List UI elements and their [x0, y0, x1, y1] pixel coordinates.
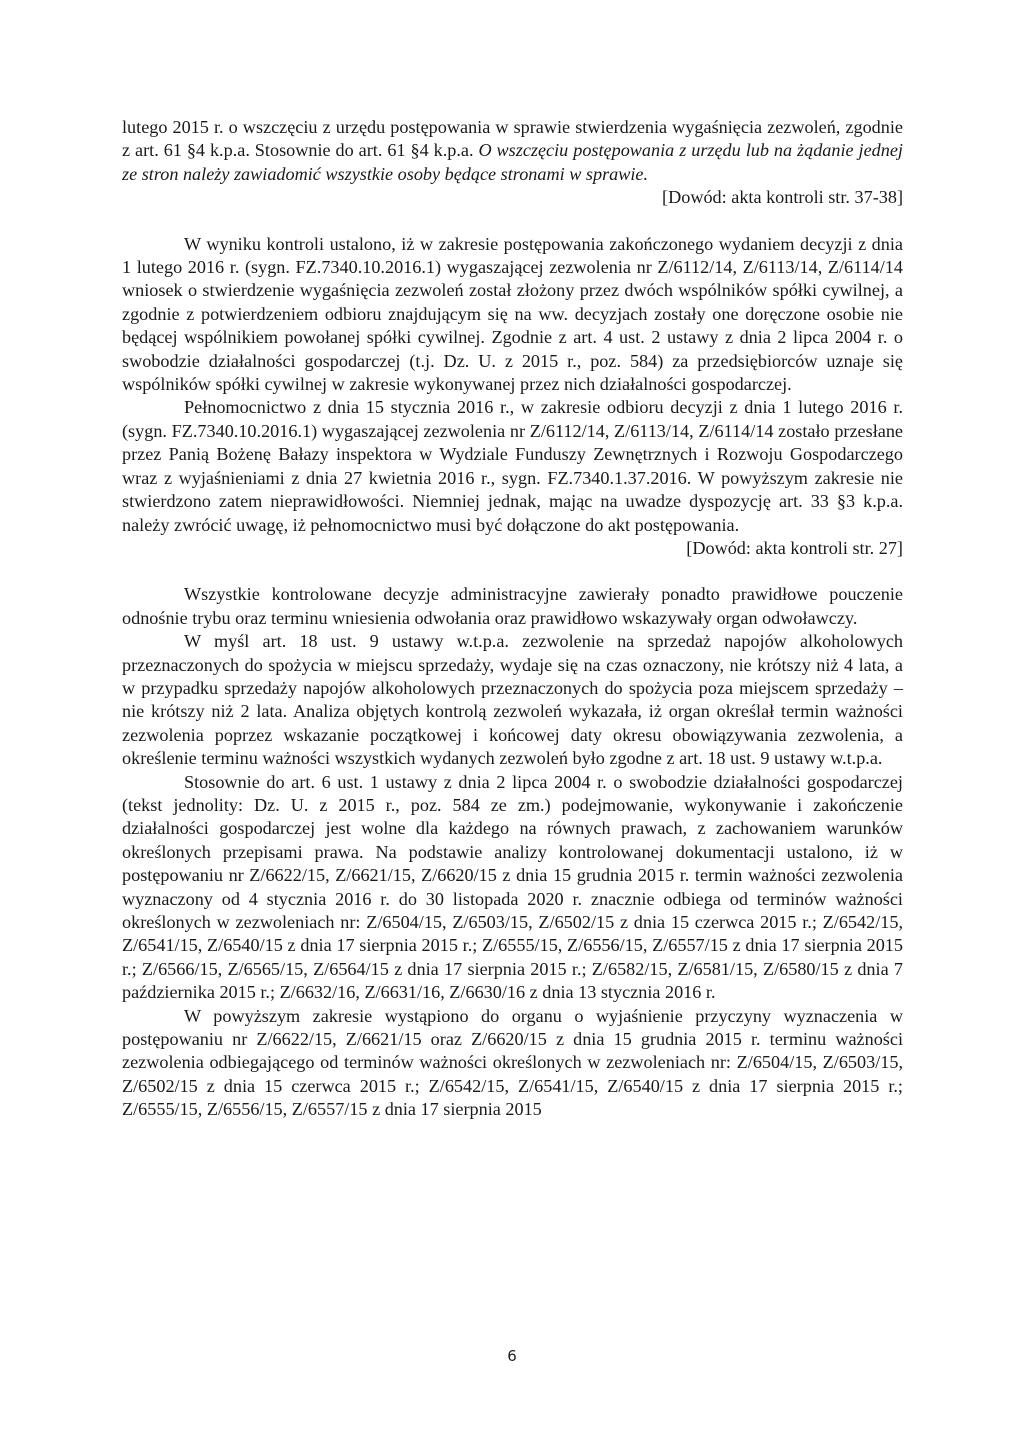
- paragraph: W powyższym zakresie wystąpiono do organu o wyjaśnienie przyczyny wyznaczenia w postępowaniu nr Z/6622/15, Z/6621/15 oraz Z/6620/15 z dnia 15 grudnia 2015 r. terminu ważności zezwolenia odbiegającego od terminów ważności określonych w zezwoleniach nr: Z/6504/15, Z/6503/15, Z/6502/15 z dnia 15 czerwca 2015 r.; Z/6542/15, Z/6541/15, Z/6540/15 z dnia 17 sierpnia 2015 r.; Z/6555/15, Z/6556/15, Z/6557/15 z dnia 17 sierpnia 2015: [122, 1005, 903, 1120]
- paragraph-text: lutego 2015 r. o wszczęciu z urzędu postępowania w sprawie stwierdzenia wygaśnięcia zezwoleń, zgodnie z art. 61 §4 k.p.a. Stosownie do art. 61 §4 k.p.a.: [122, 117, 903, 161]
- paragraph: Stosownie do art. 6 ust. 1 ustawy z dnia 2 lipca 2004 r. o swobodzie działalności gospodarczej (tekst jednolity: Dz. U. z 2015 r., poz. 584 ze zm.) podejmowanie, wykonywanie i zakończenie działalności gospodarczej jest wolne dla każdego na równych prawach, z zachowaniem warunków określonych przepisami prawa. Na podstawie analizy kontrolowanej dokumentacji ustalono, iż w postępowaniu nr Z/6622/15, Z/6621/15, Z/6620/15 z dnia 15 grudnia 2015 r. termin ważności zezwolenia wyznaczony od 4 stycznia 2016 r. do 30 listopada 2020 r. znacznie odbiega od terminów ważności określonych w zezwoleniach nr: Z/6504/15, Z/6503/15, Z/6502/15 z dnia 15 czerwca 2015 r.; Z/6542/15, Z/6541/15, Z/6540/15 z dnia 17 sierpnia 2015 r.; Z/6555/15, Z/6556/15, Z/6557/15 z dnia 17 sierpnia 2015 r.; Z/6566/15, Z/6565/15, Z/6564/15 z dnia 17 sierpnia 2015 r.; Z/6582/15, Z/6581/15, Z/6580/15 z dnia 7 października 2015 r.; Z/6632/16, Z/6631/16, Z/6630/16 z dnia 13 stycznia 2016 r.: [122, 771, 903, 1003]
- paragraph: W myśl art. 18 ust. 9 ustawy w.t.p.a. zezwolenie na sprzedaż napojów alkoholowych przeznaczonych do spożycia w miejscu sprzedaży, wydaje się na czas oznaczony, nie krótszy niż 4 lata, a w przypadku sprzedaży napojów alkoholowych przeznaczonych do spożycia poza miejscem sprzedaży – nie krótszy niż 2 lata. Analiza objętych kontrolą zezwoleń wykazała, iż organ określał termin ważności zezwolenia poprzez wskazanie początkowej i końcowej daty okresu obowiązywania zezwolenia, a określenie terminu ważności wszystkich wydanych zezwoleń było zgodne z art. 18 ust. 9 ustawy w.t.p.a.: [122, 631, 903, 769]
- paragraph: Pełnomocnictwo z dnia 15 stycznia 2016 r., w zakresie odbioru decyzji z dnia 1 lutego 2016 r. (sygn. FZ.7340.10.2016.1) wygaszającej zezwolenia nr Z/6112/14, Z/6113/14, Z/6114/14 zostało przesłane przez Panią Bożenę Bałazy inspektora w Wydziale Funduszy Zewnętrznych i Rozwoju Gospodarczego wraz z wyjaśnieniami z dnia 27 kwietnia 2016 r., sygn. FZ.7340.1.37.2016. W powyższym zakresie nie stwierdzono zatem nieprawidłowości. Niemniej jednak, mając na uwadze dyspozycję art. 33 §3 k.p.a. należy zwrócić uwagę, iż pełnomocnictwo musi być dołączone do akt postępowania.: [122, 397, 903, 535]
- evidence-reference: [Dowód: akta kontroli str. 37-38]: [662, 187, 903, 208]
- page-number: 6: [507, 1347, 517, 1365]
- paragraph-continuation: [122, 116, 903, 186]
- paragraph: W wyniku kontroli ustalono, iż w zakresie postępowania zakończonego wydaniem decyzji z dnia 1 lutego 2016 r. (sygn. FZ.7340.10.2016.1) wygaszającej zezwolenia nr Z/6112/14, Z/6113/14, Z/6114/14 wniosek o stwierdzenie wygaśnięcia zezwoleń został złożony przez dwóch wspólników spółki cywilnej, a zgodnie z potwierdzeniem odbioru znajdującym się na ww. decyzjach zostały one doręczone osobie nie będącej wspólnikiem powołanej spółki cywilnej. Zgodnie z art. 4 ust. 2 ustawy z dnia 2 lipca 2004 r. o swobodzie działalności gospodarczej (t.j. Dz. U. z 2015 r., poz. 584) za przedsiębiorców uznaje się wspólników spółki cywilnej w zakresie wykonywanej przez nich działalności gospodarczej.: [122, 233, 903, 395]
- paragraph: Wszystkie kontrolowane decyzje administracyjne zawierały ponadto prawidłowe pouczenie odnośnie trybu oraz terminu wniesienia odwołania oraz prawidłowo wskazywały organ odwoławczy.: [122, 584, 903, 628]
- evidence-reference: [Dowód: akta kontroli str. 27]: [686, 537, 903, 558]
- document-body: [122, 116, 903, 1122]
- quoted-provision: O wszczęciu postępowania z urzędu lub na żądanie jednej ze stron należy zawiadomić wszystkie osoby będące stronami w sprawie.: [122, 140, 903, 184]
